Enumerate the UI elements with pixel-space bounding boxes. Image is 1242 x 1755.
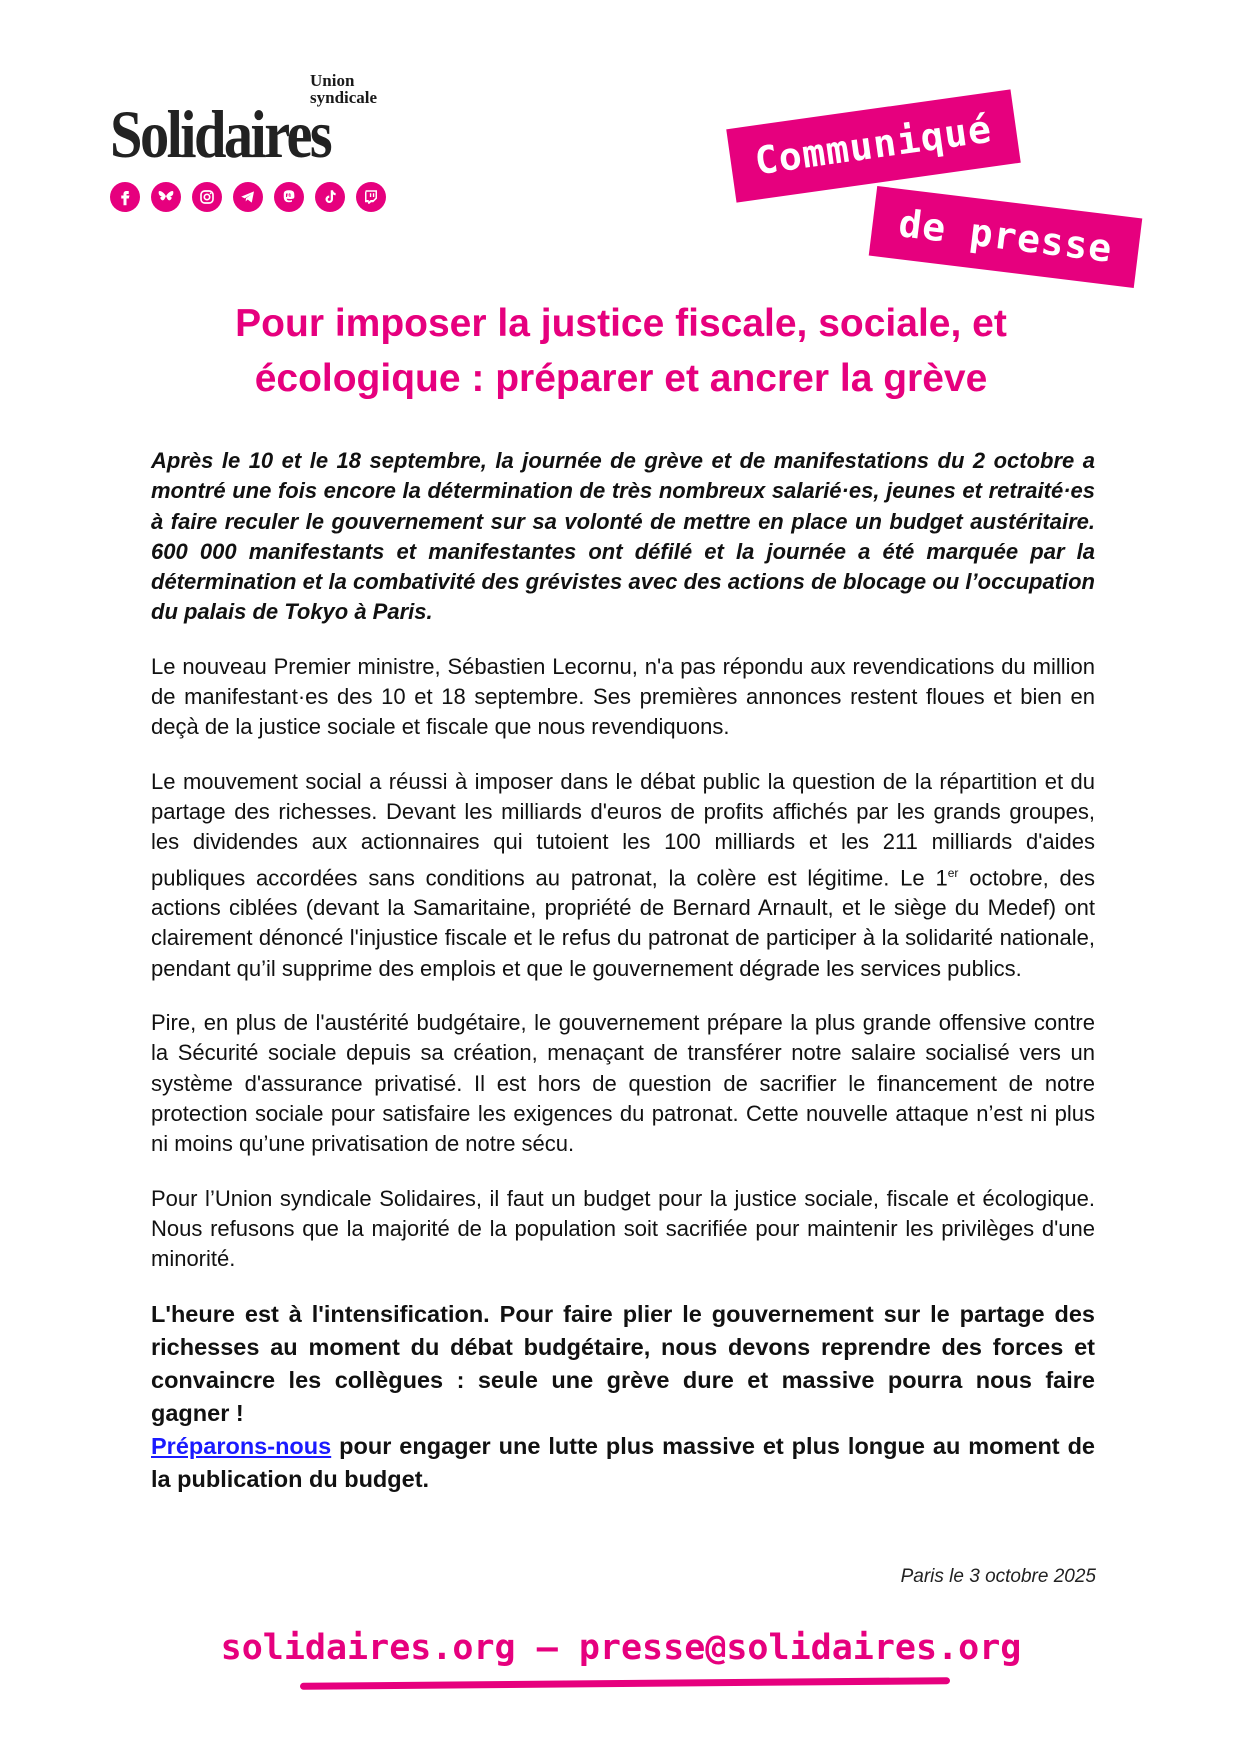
telegram-icon[interactable]	[233, 182, 263, 212]
paragraph-4: Pour l’Union syndicale Solidaires, il faut un budget pour la justice sociale, fiscale et écologique. Nous refusons que la majorité de la population soit sacrifiée pour maintenir les privilèges d'une minorité.	[151, 1185, 1095, 1272]
press-release-body	[151, 446, 1095, 1496]
closing-text: L'heure est à l'intensification. Pour faire plier le gouvernement sur le partage des richesses au moment du débat budgétaire, nous devons reprendre des forces et convaincre les collègues : seule une grève dure et massive pourra nous faire gagner !	[151, 1301, 1095, 1427]
logo-union-text: Union	[310, 71, 355, 90]
press-release-stamp	[722, 74, 1127, 284]
facebook-icon[interactable]	[110, 182, 140, 212]
paragraph-2-part-b: octobre, des actions ciblées (devant la Samaritaine, propriété de Bernard Arnault, et le siège du Medef) ont clairement dénoncé l'injustice fiscale et le refus du patronat de participer à la solidarité nationale, pendant qu’il supprime des emplois et que le gouvernement dégrade les services publics.	[151, 864, 1095, 981]
tiktok-icon[interactable]	[315, 182, 345, 212]
paragraph-1: Le nouveau Premier ministre, Sébastien Lecornu, n'a pas répondu aux revendications du million de manifestant·es des 10 et 18 septembre. Ses premières annonces restent floues et bien en deçà de la justice sociale et fiscale que nous revendiquons.	[151, 653, 1095, 740]
closing-end-text: pour engager une lutte plus massive et plus longue au moment de la publication du budget.	[151, 1433, 1095, 1493]
paragraph-2-superscript: er	[947, 865, 959, 880]
page-title	[150, 296, 1092, 406]
stamp-de-presse: de presse	[869, 186, 1142, 288]
paragraph-2-part-a: Le mouvement social a réussi à imposer dans le débat public la question de la répartition et du partage des richesses. Devant les milliards d'euros de profits affichés par les grands groupes, les dividendes aux actionnaires qui tutoient les 100 milliards et les 211 milliards d'aides publiques accordées sans conditions au patronat, la colère est légitime. Le 1	[151, 768, 1095, 890]
footer-underline	[300, 1677, 950, 1690]
mastodon-icon[interactable]	[274, 182, 304, 212]
lead-paragraph: Après le 10 et le 18 septembre, la journée de grève et de manifestations du 2 octobre a montré une fois encore la détermination de très nombreux salarié·es, jeunes et retraité·es à faire reculer le gouvernement sur sa volonté de mettre en place un budget austéritaire. 600 000 manifestants et manifestantes ont défilé et la journée a été marquée par la détermination et la combativité des grévistes avec des actions de blocage ou l’occupation du palais de Tokyo à Paris.	[151, 448, 1095, 625]
paragraph-3: Pire, en plus de l'austérité budgétaire, le gouvernement prépare la plus grande offensive contre la Sécurité sociale depuis sa création, menaçant de transférer notre salaire socialisé vers un système d'assurance privatisé. Il est hors de question de sacrifier le financement de notre protection sociale pour satisfaire les exigences du patronat. Cette nouvelle attaque n’est ni plus ni moins qu’une privatisation de notre sécu.	[151, 1010, 1095, 1157]
instagram-icon[interactable]	[192, 182, 222, 212]
logo-syndicale-text: syndicale	[310, 88, 378, 107]
title-line-1: Pour imposer la justice fiscale, sociale, et	[235, 302, 1007, 345]
logo-brand: Solidaires	[110, 96, 331, 172]
twitch-icon[interactable]	[356, 182, 386, 212]
title-line-2: écologique : préparer et ancrer la grève	[254, 357, 988, 400]
closing-paragraph	[151, 1298, 1095, 1496]
footer	[0, 1628, 1242, 1668]
date-line: Paris le 3 octobre 2025	[900, 1566, 1096, 1587]
social-icons-row	[110, 182, 386, 212]
preparons-nous-link[interactable]: Préparons-nous	[151, 1433, 332, 1460]
paragraph-2	[151, 767, 1095, 984]
bluesky-icon[interactable]	[151, 182, 181, 212]
stamp-communique: Communiqué	[726, 89, 1020, 202]
footer-contact[interactable]: solidaires.org — presse@solidaires.org	[220, 1628, 1022, 1668]
solidaires-logo	[110, 72, 390, 222]
